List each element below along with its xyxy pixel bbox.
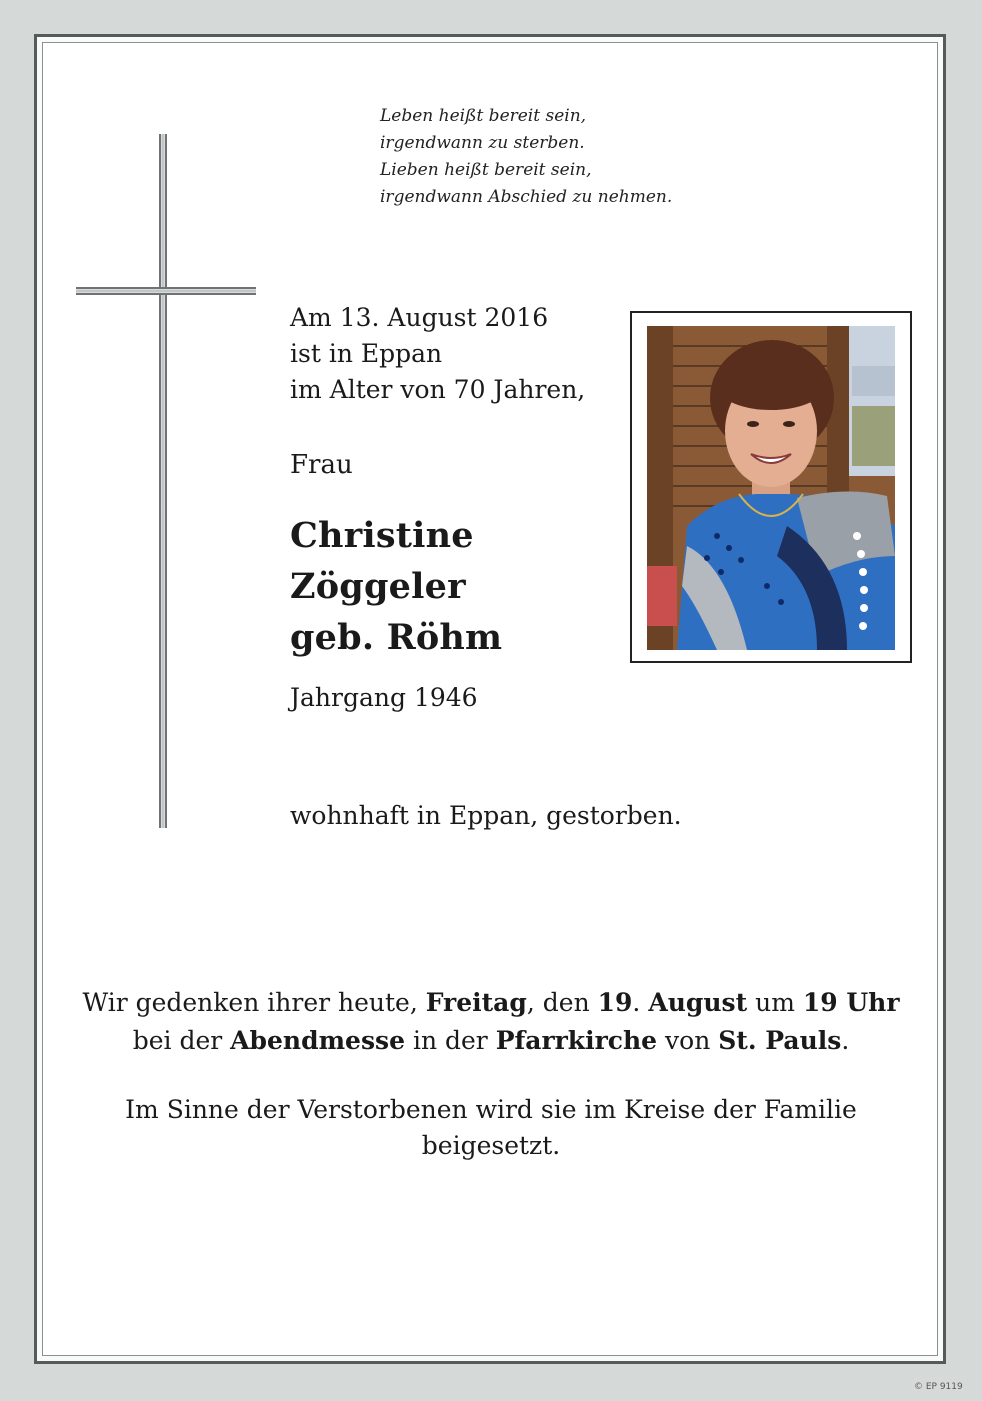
text-segment: Wir gedenken ihrer heute, — [82, 988, 426, 1017]
text-segment: , den — [526, 988, 598, 1017]
service-type: Abendmesse — [230, 1026, 405, 1055]
service-town: St. Pauls — [718, 1026, 842, 1055]
print-code: © EP 9119 — [914, 1382, 963, 1392]
salutation: Frau — [290, 450, 353, 480]
service-month: August — [648, 988, 748, 1017]
first-name: Christine — [290, 515, 474, 556]
motto-line: Leben heißt bereit sein, — [380, 106, 587, 126]
death-age-line: im Alter von 70 Jahren, — [290, 375, 586, 404]
service-weekday: Freitag — [425, 988, 527, 1017]
last-name: Zöggeler — [290, 566, 466, 607]
cross-horizontal-bar — [76, 287, 256, 295]
birth-year: Jahrgang 1946 — [290, 683, 478, 712]
maiden-name: geb. Röhm — [290, 617, 503, 658]
service-day: 19 — [597, 988, 633, 1017]
motto-line: irgendwann Abschied zu nehmen. — [380, 187, 673, 207]
deceased-name — [290, 510, 502, 663]
service-time: 19 Uhr — [802, 988, 900, 1017]
portrait-frame — [630, 311, 912, 663]
memorial-service-text — [60, 984, 922, 1060]
text-segment: . — [841, 1026, 850, 1055]
motto-verse — [380, 103, 672, 211]
death-announcement — [290, 300, 585, 408]
motto-line: Lieben heißt bereit sein, — [380, 160, 592, 180]
cross-vertical-bar — [159, 134, 167, 828]
text-segment: von — [657, 1026, 719, 1055]
motto-line: irgendwann zu sterben. — [380, 133, 585, 153]
residence-line: wohnhaft in Eppan, gestorben. — [290, 801, 682, 830]
burial-line-2: beigesetzt. — [421, 1131, 561, 1160]
death-date-line: Am 13. August 2016 — [290, 303, 549, 332]
service-church: Pfarrkirche — [495, 1026, 658, 1055]
text-segment: bei der — [132, 1026, 231, 1055]
text-segment: in der — [405, 1026, 496, 1055]
burial-text — [60, 1092, 922, 1164]
memorial-service-line-2 — [60, 1022, 922, 1060]
death-place-line: ist in Eppan — [290, 339, 443, 368]
portrait-photo — [647, 326, 895, 650]
burial-line-1: Im Sinne der Verstorbenen wird sie im Kreise der Familie — [125, 1095, 857, 1124]
text-segment: um — [747, 988, 803, 1017]
memorial-service-line-1 — [60, 984, 922, 1022]
text-segment: . — [632, 988, 649, 1017]
